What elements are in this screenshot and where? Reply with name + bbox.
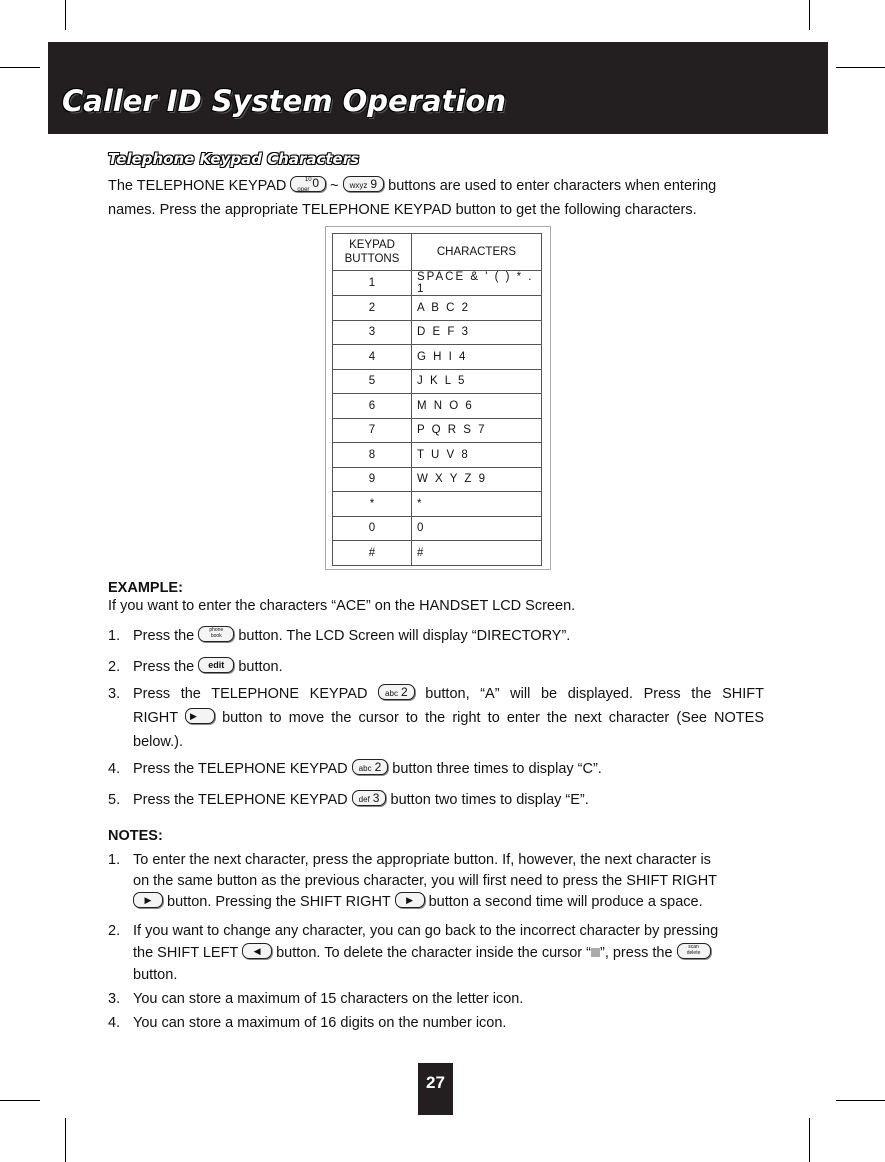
page-title: Caller ID System Operation bbox=[62, 84, 506, 118]
key-label: scan delete bbox=[686, 944, 701, 957]
list-number: 1. bbox=[108, 628, 121, 644]
list-number: 2. bbox=[108, 923, 121, 939]
table-row bbox=[333, 394, 542, 419]
note-text: You can store a maximum of 15 characters on the letter icon. bbox=[133, 991, 524, 1007]
note-text: To enter the next character, press the appropriate button. If, however, the next character is bbox=[133, 852, 711, 868]
step-text: button. The LCD Screen will display “DIRECTORY”. bbox=[238, 628, 571, 644]
list-item bbox=[108, 920, 764, 986]
keypad-9-key-icon bbox=[343, 176, 384, 192]
note-text: button a second time will produce a space. bbox=[428, 894, 703, 910]
key-small-label: def bbox=[358, 795, 370, 805]
list-number: 3. bbox=[108, 686, 121, 702]
table-row bbox=[333, 492, 542, 517]
crop-mark bbox=[65, 1118, 66, 1162]
note-text: on the same button as the previous character, you will first need to press the SHIFT RIGHT bbox=[133, 873, 718, 889]
list-item bbox=[108, 655, 764, 679]
keypad-3-key-icon bbox=[352, 790, 387, 806]
step-text: button three times to display “C”. bbox=[392, 761, 602, 777]
key-label: phone book bbox=[209, 627, 224, 640]
table-row bbox=[333, 516, 542, 541]
column-header-characters: CHARACTERS bbox=[412, 234, 542, 271]
note-text: button. Pressing the SHIFT RIGHT bbox=[167, 894, 391, 910]
scan-delete-key-icon bbox=[677, 943, 711, 959]
keypad-button-cell: 6 bbox=[333, 394, 412, 419]
keypad-button-cell: 0 bbox=[333, 516, 412, 541]
step-text: button, “A” will be displayed. Press the SHIFT bbox=[425, 686, 764, 702]
list-item bbox=[108, 757, 764, 781]
table-row bbox=[333, 345, 542, 370]
list-number: 2. bbox=[108, 659, 121, 675]
characters-cell: M N O 6 bbox=[412, 394, 542, 419]
key-number: 0 bbox=[312, 176, 320, 191]
cursor-block-icon bbox=[591, 948, 600, 957]
key-number: 3 bbox=[372, 791, 380, 806]
characters-cell: * bbox=[412, 492, 542, 517]
note-text: button. bbox=[133, 967, 178, 983]
key-number: 9 bbox=[370, 177, 378, 192]
step-text: Press the TELEPHONE KEYPAD bbox=[133, 686, 368, 702]
characters-cell: 0 bbox=[412, 516, 542, 541]
key-label: edit bbox=[208, 660, 225, 671]
characters-cell: J K L 5 bbox=[412, 369, 542, 394]
shift-right-key-icon: ▶ bbox=[133, 892, 163, 908]
note-text: If you want to change any character, you can go back to the incorrect character by pressing bbox=[133, 923, 719, 939]
key-number: 2 bbox=[374, 760, 382, 775]
keypad-button-cell: 1 bbox=[333, 271, 412, 296]
section-title: Telephone Keypad Characters bbox=[108, 150, 360, 168]
table-row bbox=[333, 296, 542, 321]
list-item bbox=[108, 682, 764, 754]
list-item bbox=[108, 1011, 764, 1035]
crop-mark bbox=[65, 0, 66, 30]
list-item bbox=[108, 850, 764, 913]
list-item bbox=[108, 624, 764, 648]
keypad-button-cell: 2 bbox=[333, 296, 412, 321]
step-text: button to move the cursor to the right to enter the next character (See NOTES bbox=[222, 710, 765, 726]
example-label: EXAMPLE: bbox=[108, 580, 183, 596]
shift-left-key-icon: ◀ bbox=[242, 943, 272, 959]
list-number: 3. bbox=[108, 991, 121, 1007]
list-number: 4. bbox=[108, 761, 121, 777]
page-number: 27 bbox=[418, 1063, 453, 1115]
crop-mark bbox=[836, 1100, 885, 1101]
note-text: the SHIFT LEFT bbox=[133, 945, 239, 961]
table-row bbox=[333, 271, 542, 296]
note-text: ”, press the bbox=[599, 945, 673, 961]
step-text: Press the TELEPHONE KEYPAD bbox=[133, 792, 348, 808]
keypad-button-cell: 9 bbox=[333, 467, 412, 492]
keypad-button-cell: * bbox=[333, 492, 412, 517]
keypad-0-key-icon bbox=[290, 176, 326, 192]
keypad-button-cell: 3 bbox=[333, 320, 412, 345]
table-row bbox=[333, 467, 542, 492]
crop-mark bbox=[809, 1118, 810, 1162]
example-intro: If you want to enter the characters “ACE” on the HANDSET LCD Screen. bbox=[108, 598, 576, 614]
shift-right-key-icon: ▶ bbox=[185, 708, 215, 724]
table-header-row bbox=[333, 234, 542, 271]
keypad-2-key-icon bbox=[378, 684, 415, 700]
keypad-button-cell: 4 bbox=[333, 345, 412, 370]
table-row bbox=[333, 418, 542, 443]
step-text: Press the bbox=[133, 659, 195, 675]
crop-mark bbox=[836, 67, 885, 68]
step-text: RIGHT bbox=[133, 710, 178, 726]
step-text: button. bbox=[238, 659, 283, 675]
column-header-buttons: KEYPAD BUTTONS bbox=[333, 234, 412, 271]
characters-cell: SPACE & ' ( ) * . 1 bbox=[412, 271, 542, 296]
notes-label: NOTES: bbox=[108, 828, 163, 844]
crop-mark bbox=[809, 0, 810, 30]
crop-mark bbox=[0, 1100, 40, 1101]
phone-book-key-icon bbox=[198, 626, 234, 642]
table-row bbox=[333, 443, 542, 468]
characters-cell: T U V 8 bbox=[412, 443, 542, 468]
list-item bbox=[108, 987, 764, 1011]
step-text: below.). bbox=[133, 734, 183, 750]
intro-text: buttons are used to enter characters when entering bbox=[388, 178, 717, 194]
key-small-label: abc bbox=[358, 764, 372, 774]
keypad-button-cell: 7 bbox=[333, 418, 412, 443]
step-text: Press the TELEPHONE KEYPAD bbox=[133, 761, 348, 777]
step-text: button two times to display “E”. bbox=[390, 792, 589, 808]
keypad-button-cell: 8 bbox=[333, 443, 412, 468]
tilde: ~ bbox=[330, 178, 339, 194]
note-text: You can store a maximum of 16 digits on the number icon. bbox=[133, 1015, 507, 1031]
characters-cell: A B C 2 bbox=[412, 296, 542, 321]
intro-text: The TELEPHONE KEYPAD bbox=[108, 178, 287, 194]
edit-key-icon bbox=[198, 657, 234, 673]
characters-cell: D E F 3 bbox=[412, 320, 542, 345]
step-text: Press the bbox=[133, 628, 195, 644]
keypad-characters-table bbox=[332, 233, 542, 566]
key-number: 2 bbox=[400, 685, 408, 700]
key-small-label: wxyz bbox=[349, 181, 368, 191]
table-row bbox=[333, 369, 542, 394]
keypad-button-cell: # bbox=[333, 541, 412, 566]
shift-right-key-icon: ▶ bbox=[395, 892, 425, 908]
characters-cell: P Q R S 7 bbox=[412, 418, 542, 443]
keypad-2-key-icon bbox=[352, 759, 389, 775]
key-small-label: 10 oper bbox=[297, 177, 312, 194]
list-item bbox=[108, 788, 764, 812]
list-number: 5. bbox=[108, 792, 121, 808]
keypad-button-cell: 5 bbox=[333, 369, 412, 394]
table-row bbox=[333, 320, 542, 345]
intro-paragraph bbox=[108, 174, 768, 222]
list-number: 4. bbox=[108, 1015, 121, 1031]
crop-mark bbox=[0, 67, 40, 68]
note-text: button. To delete the character inside the cursor “ bbox=[276, 945, 591, 961]
characters-cell: # bbox=[412, 541, 542, 566]
characters-cell: G H I 4 bbox=[412, 345, 542, 370]
list-number: 1. bbox=[108, 852, 121, 868]
key-small-label: abc bbox=[385, 689, 398, 699]
characters-cell: W X Y Z 9 bbox=[412, 467, 542, 492]
table-row bbox=[333, 541, 542, 566]
intro-text: names. Press the appropriate TELEPHONE KEYPAD button to get the following characters. bbox=[108, 202, 697, 218]
